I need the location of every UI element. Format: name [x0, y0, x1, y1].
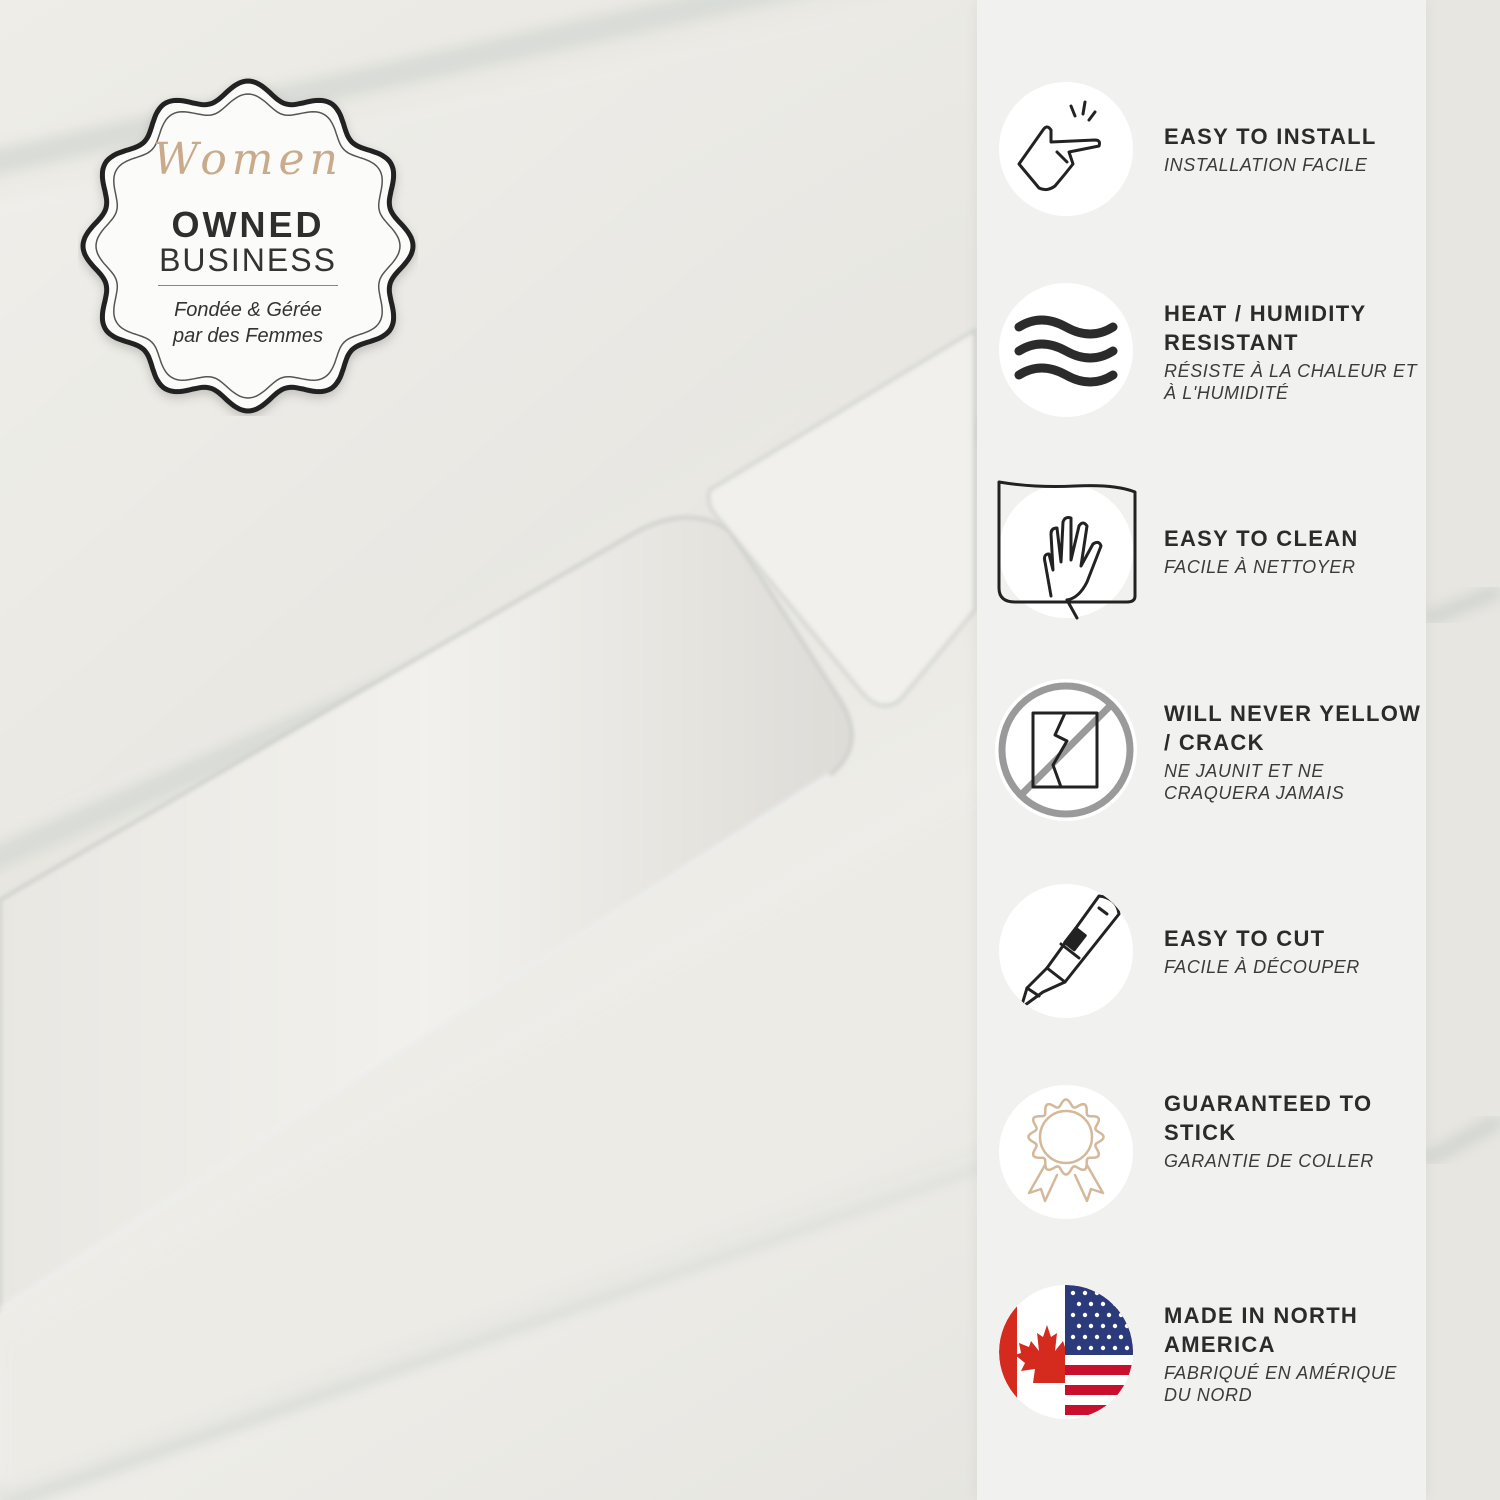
flag-star	[1119, 1291, 1123, 1295]
feature-subtitle: GARANTIE DE COLLER	[1164, 1151, 1374, 1171]
feature-title: EASY TO CLEAN	[1164, 526, 1359, 551]
flag-star	[1101, 1346, 1105, 1350]
feature-made-north-america	[977, 1285, 1426, 1435]
badge-french-line-2: par des Femmes	[172, 325, 324, 347]
feature-title: EASY TO CUT	[1164, 926, 1326, 951]
feature-subtitle: INSTALLATION FACILE	[1164, 155, 1368, 175]
flag-star	[1095, 1313, 1099, 1317]
flag-star	[1089, 1346, 1093, 1350]
flag-star	[1107, 1335, 1111, 1339]
flag-star	[1119, 1313, 1123, 1317]
flag-star	[1071, 1291, 1075, 1295]
flag-star	[1089, 1302, 1093, 1306]
flag-star	[1089, 1324, 1093, 1328]
box-cutter-icon	[999, 884, 1133, 1018]
feature-subtitle: NE JAUNIT ET NE CRAQUERA JAMAIS	[1164, 761, 1345, 803]
feature-easy-clean	[977, 484, 1426, 634]
feature-subtitle: RÉSISTE À LA CHALEUR ET À L'HUMIDITÉ	[1164, 361, 1418, 403]
flag-star	[1083, 1313, 1087, 1317]
flag-star	[1125, 1324, 1129, 1328]
flag-star	[1101, 1302, 1105, 1306]
flag-star	[1113, 1346, 1117, 1350]
badge-french-text	[78, 297, 418, 349]
flag-star	[1095, 1291, 1099, 1295]
finger-snap-icon	[999, 82, 1133, 216]
badge-divider	[158, 285, 338, 286]
flag-star	[1071, 1313, 1075, 1317]
feature-easy-cut	[977, 884, 1426, 1034]
flag-star	[1083, 1335, 1087, 1339]
heat-waves-icon	[999, 283, 1133, 417]
feature-title: HEAT / HUMIDITY RESISTANT	[1164, 301, 1367, 355]
flag-star	[1095, 1335, 1099, 1339]
feature-heat-humidity	[977, 283, 1426, 433]
feature-guaranteed-stick	[977, 1085, 1426, 1235]
features-panel	[977, 0, 1426, 1500]
flag-star	[1077, 1324, 1081, 1328]
feature-subtitle: FACILE À DÉCOUPER	[1164, 957, 1360, 977]
flag-star	[1077, 1346, 1081, 1350]
award-ribbon-icon	[999, 1085, 1133, 1219]
feature-title: MADE IN NORTH AMERICA	[1164, 1303, 1359, 1357]
flag-star	[1077, 1302, 1081, 1306]
hand-wipe-icon	[999, 484, 1133, 618]
flag-star	[1107, 1313, 1111, 1317]
crack-tile-icon	[995, 679, 1137, 821]
feature-subtitle: FABRIQUÉ EN AMÉRIQUE DU NORD	[1164, 1363, 1398, 1405]
feature-title: GUARANTEED TO STICK	[1164, 1091, 1373, 1145]
badge-owned-text: OWNED	[171, 204, 325, 245]
badge-french-line-1: Fondée & Gérée	[174, 299, 322, 321]
flag-star	[1101, 1324, 1105, 1328]
flag-star	[1083, 1291, 1087, 1295]
flag-star	[1107, 1291, 1111, 1295]
flag-star	[1071, 1335, 1075, 1339]
flag-star	[1125, 1346, 1129, 1350]
feature-never-yellow-crack	[977, 683, 1426, 833]
feature-title: WILL NEVER YELLOW / CRACK	[1164, 701, 1422, 755]
women-owned-business-badge	[78, 76, 418, 416]
flag-star	[1113, 1302, 1117, 1306]
canada-usa-flag-icon	[999, 1285, 1133, 1419]
badge-script-text: Women	[153, 134, 343, 185]
flag-star	[1125, 1302, 1129, 1306]
feature-easy-install	[977, 82, 1426, 232]
flag-star	[1119, 1335, 1123, 1339]
badge-business-text: BUSINESS	[159, 242, 337, 278]
feature-title: EASY TO INSTALL	[1164, 124, 1377, 149]
feature-subtitle: FACILE À NETTOYER	[1164, 557, 1356, 577]
flag-star	[1113, 1324, 1117, 1328]
